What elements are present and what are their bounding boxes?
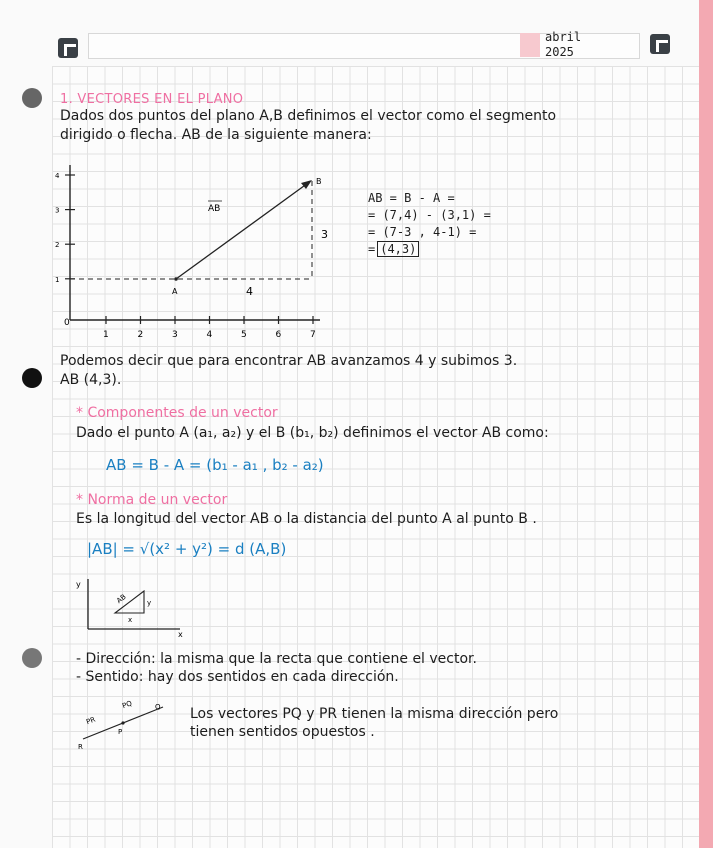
sense-text: - Sentido: hay dos sentidos en cada dirección. [76,669,399,685]
tri-leg-x-label: x [128,616,133,624]
binder-hole-icon [22,368,42,388]
label-pq: PQ [121,699,134,711]
header-date [545,30,581,60]
page-edge-strip [699,0,713,848]
y-tick-label: 3 [55,206,60,215]
direction-line [76,651,477,667]
x-tick-label: 1 [103,330,109,340]
calc-line-2: = (7,4) - (3,1) = [368,208,491,222]
sense-line [76,669,399,685]
norm-formula: |AB| = √(x² + y²) = d (A,B) [87,540,287,558]
binder-hole-icon [22,648,42,668]
vector-graph [50,165,340,340]
label-vector-ab: AB [208,204,221,214]
calc-result: (4,3) [377,241,419,257]
calc-eq: = [368,242,376,256]
section-title: 1. VECTORES EN EL PLANO [60,92,244,107]
point-a-dot [174,277,178,281]
components-text: Dado el punto A (a₁, a₂) y el B (b₁, b₂) definimos el vector AB como: [76,425,549,441]
x-tick-label: 2 [137,330,144,340]
date-month: abril [545,30,582,44]
corner-bracket-icon [58,38,78,58]
x-tick-label: 7 [310,330,316,340]
example-line-2: tienen sentidos opuestos . [190,724,375,740]
norm-heading: * Norma de un vector [76,492,228,508]
norm-text: Es la longitud del vector AB o la distancia del punto A al punto B . [76,511,537,527]
example-line-1: Los vectores PQ y PR tienen la misma dirección pero [190,706,559,722]
calc-line-3: = (7-3 , 4-1) = [368,225,477,239]
date-year: 2025 [545,45,574,59]
components-heading: * Componentes de un vector [76,405,278,421]
line-figure [75,693,175,753]
binder-hole-icon [22,88,42,108]
label-point-a: A [172,287,178,296]
vector-ab-arrow [176,183,308,279]
tri-hyp-label: AB [115,592,128,606]
direction-text: - Dirección: la misma que la recta que contiene el vector. [76,651,477,667]
conclusion-line-1: Podemos decir que para encontrar AB avanzamos 4 y subimos 3. [60,353,518,369]
corner-bracket-icon [650,34,670,54]
y-tick-label: 1 [55,275,60,284]
tri-leg-y-label: y [147,599,152,607]
intro-line-2: dirigido o flecha. AB de la siguiente manera: [60,127,372,143]
y-tick-label: 4 [55,172,60,180]
calc-block [368,190,491,258]
calc-line-4 [368,241,491,258]
label-p: P [118,728,123,736]
x-tick-label: 4 [206,330,213,340]
x-tick-label: 3 [172,330,178,340]
graph-origin: 0 [64,318,70,328]
label-r: R [78,743,83,751]
header-highlight [520,33,540,57]
point-p-dot [121,721,124,724]
label-vertical-3: 3 [321,228,328,241]
x-tick-label: 6 [275,330,282,340]
label-pr: PR [85,715,97,727]
label-q: Q [155,703,161,711]
intro-line-1: Dados dos puntos del plano A,B definimos el vector como el segmento [60,108,557,124]
calc-line-1: AB = B - A = [368,191,455,205]
conclusion-line-2: AB (4,3). [60,372,122,388]
triangle-figure [70,575,195,640]
label-horizontal-4: 4 [246,285,253,298]
label-point-b: B [316,177,322,186]
tri-axis-y-label: y [76,580,81,589]
page-margin-left [0,0,52,848]
tri-axis-x-label: x [178,630,183,639]
components-formula: AB = B - A = (b₁ - a₁ , b₂ - a₂) [106,456,324,474]
y-tick-label: 2 [55,241,60,250]
x-tick-label: 5 [241,330,247,340]
